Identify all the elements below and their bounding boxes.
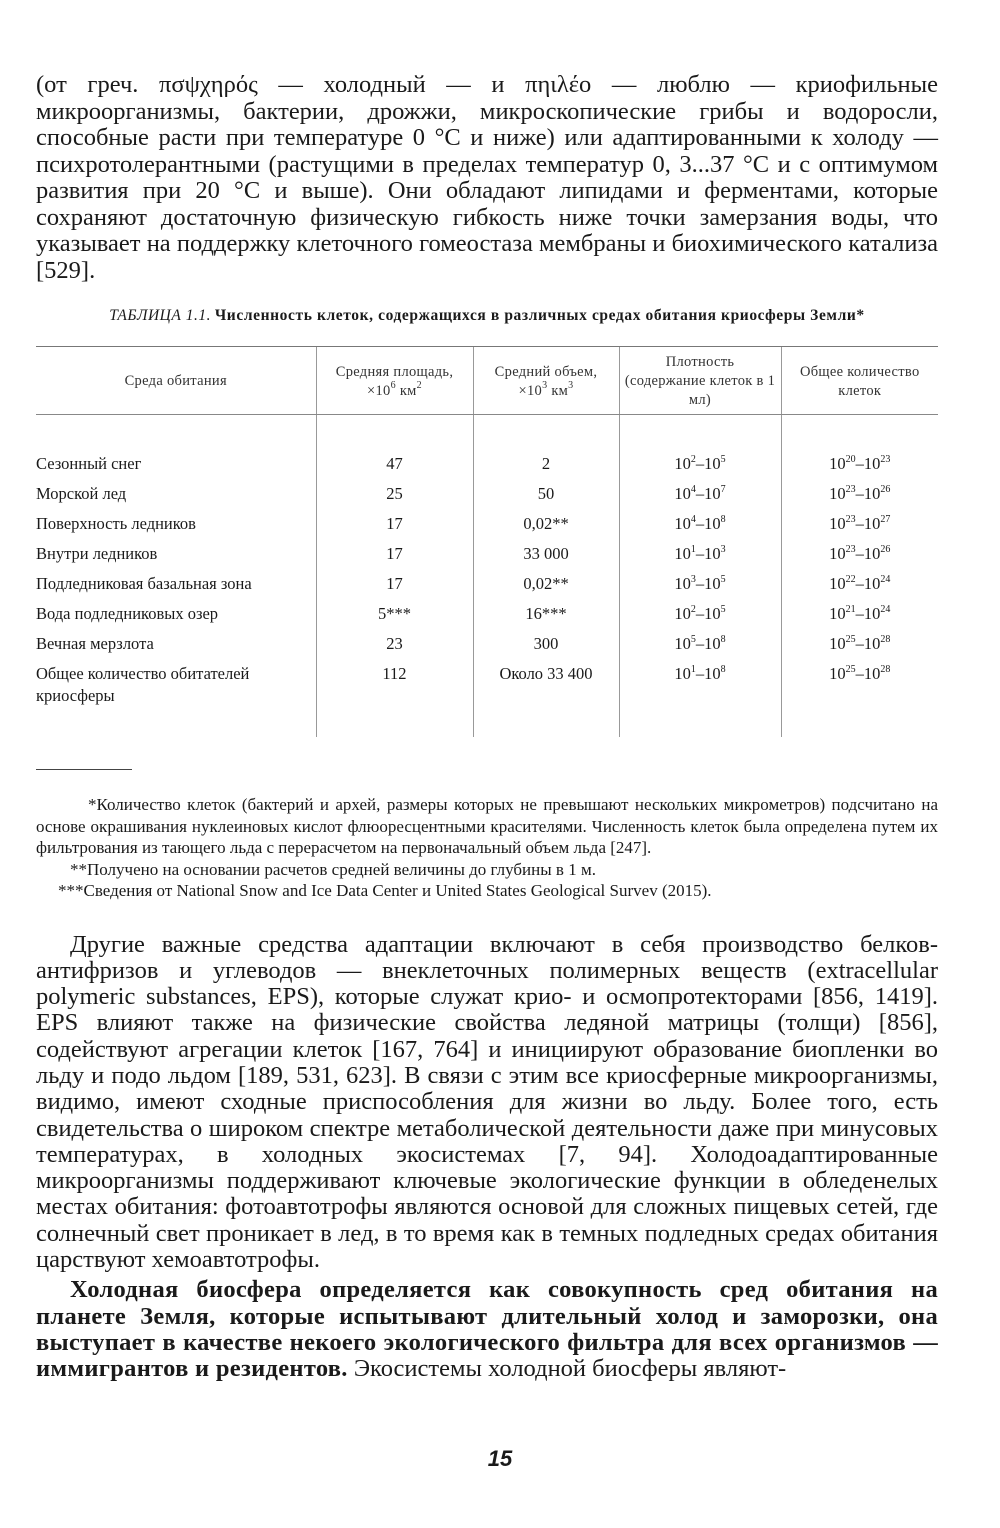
header-volume-unit: км — [547, 382, 569, 399]
header-volume — [473, 347, 619, 415]
cell-total: $10^{23}-10^{26}$ — [781, 539, 938, 569]
cell-volume: 300 — [473, 629, 619, 659]
header-area-text: Средняя площадь, — [335, 363, 454, 380]
cell-volume: Около 33 400 — [473, 659, 619, 737]
density-to-base: 10 — [704, 604, 721, 623]
total-from-exp: 23 — [845, 544, 856, 555]
density-from-exp: 1 — [690, 544, 696, 555]
header-environment: Среда обитания — [36, 347, 316, 415]
cell-environment: Подледниковая базальная зона — [36, 574, 252, 593]
cell-total: $10^{23}-10^{26}$ — [781, 479, 938, 509]
cell-environment: Поверхность ледников — [36, 514, 196, 533]
cell-total: $10^{25}-10^{28}$ — [781, 659, 938, 737]
density-from-exp: 2 — [690, 604, 696, 615]
cell-density: $10^1-10^3$ — [619, 539, 781, 569]
total-to-base: 10 — [863, 484, 881, 503]
density-from-base: 10 — [674, 634, 691, 653]
cell-environment: Сезонный снег — [36, 454, 142, 473]
page-content — [36, 72, 938, 1383]
cell-environment: Вода подледниковых озер — [36, 604, 219, 623]
cell-total: $10^{22}-10^{24}$ — [781, 569, 938, 599]
cell-environment: Морской лед — [36, 484, 127, 503]
footnotes — [36, 794, 938, 902]
total-from-base: 10 — [829, 634, 846, 653]
density-from-base: 10 — [674, 574, 691, 593]
cell-total: $10^{21}-10^{24}$ — [781, 599, 938, 629]
total-from-exp: 25 — [845, 634, 856, 645]
density-to-base: 10 — [704, 574, 721, 593]
table-body — [36, 415, 938, 738]
cell-environment: Внутри ледников — [36, 544, 158, 563]
paragraph-3-continuation: Экосистемы холодной биосферы являют- — [347, 1355, 787, 1383]
total-from-base: 10 — [829, 544, 846, 563]
total-to-exp: 26 — [880, 544, 891, 555]
density-from-exp: 1 — [690, 664, 696, 675]
density-from-exp: 4 — [690, 514, 696, 525]
body-paragraph-2: Другие важные средства адаптации включают в себя производство белков-антифризов и углеводов — внеклеточных полимерных веществ (extracellular polymeric substances, EPS), которые служат крио- и осмопротекторами [856, 1419]. EPS влияют также на физические свойства ледяной матрицы (толщи) [856], содействуют агрегации клеток [167, 764] и инициируют образование биопленки во льду и подо льдом [189, 531, 623]. В связи с этим все криосферные микроорганизмы, видимо, имеют сходные приспособления для жизни во льду. Более того, есть свидетельства о широком спектре метаболической деятельности даже при минусовых температурах, в холодных экосистемах [7, 94]. Холодоадаптированные микроорганизмы поддерживают ключевые экологические функции в обледенелых местах обитания: фотоавтотрофы являются основой для сложных пищевых сетей, где солнечный свет проникает в лед, в то время как в темных подледных средах обитания царствуют хемоавтотрофы. — [36, 930, 938, 1274]
page-number: 15 — [487, 1446, 513, 1471]
total-to-exp: 28 — [880, 664, 891, 675]
density-to-exp: 8 — [720, 514, 726, 525]
cell-area: 112 — [316, 659, 473, 737]
table-row — [36, 539, 938, 569]
footnote-1: *Количество клеток (бактерий и архей, размеры которых не превышают нескольких микрометров) подсчитано на основе окрашивания нуклеиновых кислот флюоресцентными красителями. Численность клеток была определена путем их фильтрования из тающего льда с перерасчетом на первоначальный объем льда [247]. — [36, 795, 938, 857]
table-row — [36, 479, 938, 509]
density-from-base: 10 — [674, 664, 691, 683]
cell-density: $10^1-10^8$ — [619, 659, 781, 737]
table-row — [36, 629, 938, 659]
table-row — [36, 569, 938, 599]
density-from-exp: 3 — [690, 574, 696, 585]
cell-density: $10^5-10^8$ — [619, 629, 781, 659]
header-volume-exp: 3 — [542, 379, 548, 391]
total-from-exp: 23 — [845, 514, 856, 525]
table-row — [36, 659, 938, 737]
density-to-exp: 5 — [720, 454, 726, 465]
cell-volume: 0,02** — [473, 509, 619, 539]
density-from-exp: 4 — [690, 484, 696, 495]
density-to-base: 10 — [704, 544, 721, 563]
density-from-base: 10 — [674, 454, 691, 473]
density-to-base: 10 — [704, 484, 721, 503]
total-from-base: 10 — [829, 574, 846, 593]
cell-area: 47 — [316, 415, 473, 480]
cell-density: $10^4-10^7$ — [619, 479, 781, 509]
total-from-base: 10 — [829, 484, 846, 503]
density-to-exp: 5 — [720, 604, 726, 615]
table-row — [36, 415, 938, 480]
cell-volume: 50 — [473, 479, 619, 509]
cell-density: $10^4-10^8$ — [619, 509, 781, 539]
header-area — [316, 347, 473, 415]
header-area-unit: км — [395, 382, 417, 399]
cell-volume: 2 — [473, 415, 619, 480]
cell-volume: 0,02** — [473, 569, 619, 599]
total-to-base: 10 — [863, 604, 881, 623]
cell-environment: Общее количество обитателей криосферы — [36, 664, 250, 705]
density-to-base: 10 — [704, 514, 721, 533]
total-to-exp: 24 — [880, 574, 891, 585]
cell-total: $10^{20}-10^{23}$ — [781, 415, 938, 480]
total-to-base: 10 — [863, 514, 881, 533]
density-to-exp: 5 — [720, 574, 726, 585]
header-total: Общее количество клеток — [781, 347, 938, 415]
total-from-exp: 21 — [845, 604, 856, 615]
cell-volume: 33 000 — [473, 539, 619, 569]
cell-total: $10^{23}-10^{27}$ — [781, 509, 938, 539]
header-volume-unit-pre: ×10 — [518, 382, 543, 399]
total-to-base: 10 — [863, 664, 881, 683]
total-to-base: 10 — [863, 544, 881, 563]
cell-area: 25 — [316, 479, 473, 509]
total-from-base: 10 — [829, 454, 846, 473]
header-volume-unit-exp: 3 — [568, 379, 574, 391]
total-from-exp: 23 — [845, 484, 856, 495]
density-from-base: 10 — [674, 604, 691, 623]
cell-area: 5*** — [316, 599, 473, 629]
density-to-exp: 3 — [720, 544, 726, 555]
total-to-exp: 28 — [880, 634, 891, 645]
header-area-unit-pre: ×10 — [367, 382, 391, 399]
header-area-exp: 6 — [390, 379, 396, 391]
cell-area: 17 — [316, 509, 473, 539]
cell-area: 17 — [316, 569, 473, 599]
density-to-exp: 7 — [720, 484, 726, 495]
total-to-exp: 27 — [880, 514, 891, 525]
definition-bold: Холодная биосфера определяется как совокупность сред обитания на планете Земля, которые испытывают длительный холод и заморозки, она выступает в качестве некоего экологического фильтра для всех организмов — иммигрантов и резидентов. — [36, 1276, 938, 1383]
total-from-base: 10 — [829, 604, 846, 623]
cell-density: $10^3-10^5$ — [619, 569, 781, 599]
cell-total: $10^{25}-10^{28}$ — [781, 629, 938, 659]
intro-paragraph: (от греч. πσψχηρός — холодный — и πηιλέο — люблю — криофильные микроорганизмы, бактерии, дрожжи, микроскопические грибы и водоросли, способные расти при температуре 0 °С и ниже) или адаптированными к холоду — психротолерантными (растущими в пределах температур 0, 3...37 °С и с оптимумом развития при 20 °С и выше). Они обладают липидами и ферментами, которые сохраняют достаточную физическую гибкость ниже точки замерзания воды, что указывает на поддержку клеточного гомеостаза мембраны и биохимического катализа [529]. — [36, 71, 938, 284]
density-from-base: 10 — [674, 484, 691, 503]
density-to-base: 10 — [704, 634, 721, 653]
footnote-2: **Получено на основании расчетов средней величины до глубины в 1 м. — [70, 859, 596, 879]
density-to-base: 10 — [704, 664, 721, 683]
total-from-base: 10 — [829, 664, 846, 683]
cell-environment: Вечная мерзлота — [36, 634, 154, 653]
footnote-3: ***Сведения от National Snow and Ice Data Center и United States Geological Survev (2015). — [58, 881, 712, 900]
table-title: Численность клеток, содержащихся в различных средах обитания криосферы Земли* — [214, 307, 865, 324]
table-label: ТАБЛИЦА 1.1. — [109, 307, 211, 324]
density-from-exp: 5 — [690, 634, 696, 645]
total-from-exp: 20 — [845, 454, 856, 465]
table-caption — [36, 306, 938, 326]
footnote-separator — [36, 769, 132, 770]
density-from-base: 10 — [674, 514, 691, 533]
cell-area: 17 — [316, 539, 473, 569]
total-to-exp: 23 — [880, 454, 891, 465]
table-row — [36, 509, 938, 539]
density-to-exp: 8 — [720, 664, 726, 675]
total-to-exp: 26 — [880, 484, 891, 495]
density-from-exp: 2 — [690, 454, 696, 465]
cell-volume: 16*** — [473, 599, 619, 629]
total-from-exp: 22 — [845, 574, 856, 585]
header-volume-text: Средний объем, — [494, 363, 598, 380]
density-to-exp: 8 — [720, 634, 726, 645]
total-to-base: 10 — [863, 574, 881, 593]
density-to-base: 10 — [704, 454, 721, 473]
cell-count-table — [36, 346, 938, 737]
density-from-base: 10 — [674, 544, 691, 563]
cell-area: 23 — [316, 629, 473, 659]
table-row — [36, 599, 938, 629]
header-density: Плотность (содержание клеток в 1 мл) — [619, 347, 781, 415]
total-to-base: 10 — [863, 634, 881, 653]
cell-density: $10^2-10^5$ — [619, 415, 781, 480]
total-to-exp: 24 — [880, 604, 891, 615]
total-to-base: 10 — [863, 454, 881, 473]
table-header-row — [36, 347, 938, 415]
body-paragraph-3 — [36, 1277, 938, 1382]
cell-density: $10^2-10^5$ — [619, 599, 781, 629]
total-from-exp: 25 — [845, 664, 856, 675]
total-from-base: 10 — [829, 514, 846, 533]
header-area-unit-exp: 2 — [416, 379, 422, 391]
